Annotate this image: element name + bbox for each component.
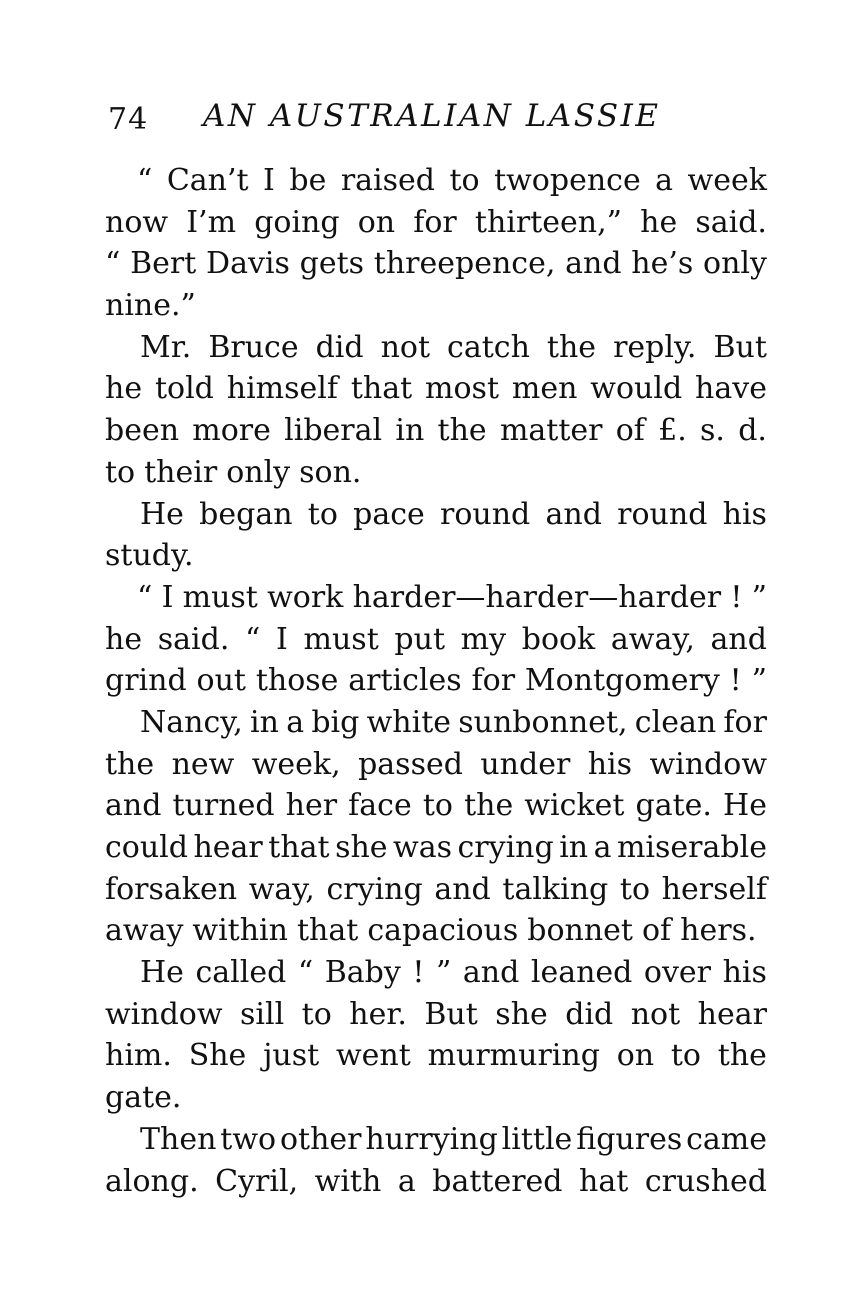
text-line: gate.	[105, 1080, 182, 1116]
text-line: him. She just went murmuring on to the	[105, 1038, 767, 1074]
text-line: forsaken way, crying and talking to herself	[105, 871, 767, 907]
text-line: to their only son.	[105, 454, 362, 490]
text-line: he told himself that most men would have	[105, 371, 767, 407]
text-line: and turned her face to the wicket gate. He	[105, 788, 767, 824]
text-line: “ Bert Davis gets threepence, and he’s only	[105, 246, 767, 282]
text-line: away within that capacious bonnet of hers.	[105, 913, 757, 949]
text-line: along. Cyril, with a battered hat crushed	[105, 1163, 767, 1199]
text-line: “ Can’t I be raised to twopence a week	[137, 163, 767, 198]
text-line: Then two other hurrying little figures came	[140, 1121, 767, 1157]
text-line: study.	[105, 538, 194, 574]
text-line: Nancy, in a big white sunbonnet, clean for	[140, 704, 767, 740]
text-line: “ I must work harder—harder—harder ! ”	[137, 579, 767, 615]
page-number: 74	[108, 102, 149, 137]
text-line: now I’m going on for thirteen,” he said.	[105, 204, 767, 240]
running-title: AN AUSTRALIAN LASSIE	[203, 98, 661, 134]
text-line: could hear that she was crying in a miserable	[105, 830, 767, 865]
text-line: He called “ Baby ! ” and leaned over his	[140, 955, 767, 991]
text-line: nine.”	[105, 288, 196, 324]
text-line: Mr. Bruce did not catch the reply. But	[140, 329, 767, 365]
text-line: He began to pace round and round his	[140, 496, 767, 532]
text-line: he said. “ I must put my book away, and	[105, 621, 767, 657]
page-header	[108, 96, 768, 144]
text-line: window sill to her. But she did not hear	[105, 996, 767, 1032]
body-text	[105, 160, 767, 1202]
text-line: grind out those articles for Montgomery ! ”	[105, 663, 767, 699]
text-line: the new week, passed under his window	[105, 746, 767, 782]
text-line: been more liberal in the matter of £. s. d.	[105, 413, 767, 449]
